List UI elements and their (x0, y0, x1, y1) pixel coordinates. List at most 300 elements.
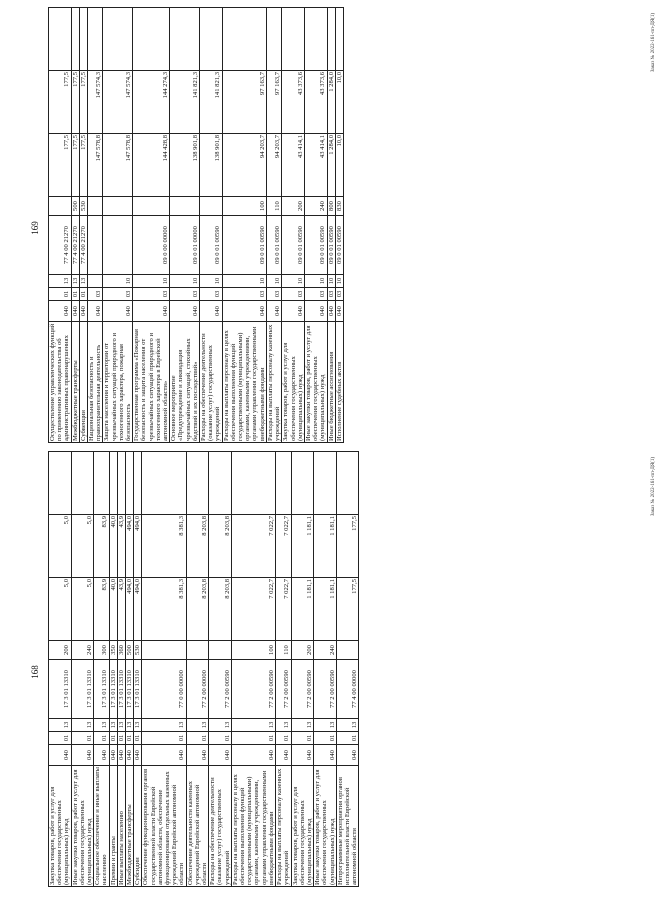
cell-rz: 01 (49, 732, 72, 745)
cell-pr: 13 (134, 719, 142, 732)
cell-pr: 13 (186, 719, 209, 732)
cell-cs: 09 0 01 00590 (266, 216, 281, 275)
cell-pr: 13 (276, 719, 291, 732)
cell-rz: 01 (186, 732, 209, 745)
cell-rz: 03 (327, 288, 335, 301)
budget-table (48, 7, 344, 443)
cell-gmin: 040 (291, 745, 314, 766)
cell-cs: 09 0 01 00590 (282, 216, 305, 275)
budget-table-body (49, 452, 359, 887)
table-row (266, 8, 281, 443)
cell-gmin: 040 (209, 745, 232, 766)
cell-gmin: 040 (200, 301, 223, 322)
cell-cs: 77 2 00 00000 (186, 660, 209, 719)
cell-s2: 494,0 (126, 515, 134, 578)
cell-s1: 8 203,8 (209, 578, 232, 641)
cell-name: Закупка товаров, работ и услуг для обеспечения государственных (муниципальных) нужд (282, 322, 305, 443)
cell-pr: 13 (142, 719, 186, 732)
table-row (170, 8, 200, 443)
cell-gmin: 040 (71, 301, 79, 322)
cell-s3 (126, 452, 134, 515)
table-row (49, 8, 72, 443)
cell-s1: 10,0 (335, 134, 343, 197)
cell-name: Расходы на выплаты персоналу в целях обеспечения выполнения функций государственными (муниципальными) органами, казенными учреждениями, органами управления государственными внебюджетными фондами (231, 766, 275, 887)
cell-vr: 200 (282, 197, 305, 216)
cell-pr: 13 (209, 719, 232, 732)
cell-rz: 03 (88, 288, 103, 301)
cell-gmin: 040 (336, 745, 359, 766)
cell-s3 (134, 452, 142, 515)
cell-pr: 13 (117, 719, 125, 732)
cell-name: Иные закупки товаров, работ и услуг для обеспечения государственных (муниципальных) нужд (71, 766, 94, 887)
cell-s2: 97 163,7 (222, 71, 266, 134)
cell-gmin: 040 (231, 745, 275, 766)
cell-name: Национальная безопасность и правоохранительная деятельность (88, 322, 103, 443)
cell-rz: 01 (94, 732, 109, 745)
cell-vr: 500 (126, 641, 134, 660)
cell-name: Расходы на обеспечение деятельности (оказание услуг) государственных учреждений (209, 766, 232, 887)
cell-name: Исполнение судебных актов (335, 322, 343, 443)
cell-rz: 03 (304, 288, 327, 301)
cell-s1: 138 901,8 (170, 134, 200, 197)
cell-vr (142, 641, 186, 660)
cell-rz: 03 (200, 288, 223, 301)
cell-s2: 177,5 (79, 71, 87, 134)
cell-s2: 43 373,6 (282, 71, 305, 134)
cell-name: Межбюджетные трансферты (126, 766, 134, 887)
cell-s3 (117, 452, 125, 515)
cell-s3 (79, 8, 87, 71)
cell-s1: 8 381,3 (142, 578, 186, 641)
cell-name: Закупка товаров, работ и услуг для обеспечения государственных (муниципальных) нужд (49, 766, 72, 887)
cell-vr: 240 (71, 641, 94, 660)
cell-vr (88, 197, 103, 216)
cell-vr (186, 641, 209, 660)
cell-pr (88, 275, 103, 288)
cell-s3 (109, 452, 117, 515)
table-row (336, 452, 359, 887)
cell-gmin: 040 (79, 301, 87, 322)
cell-gmin: 040 (314, 745, 337, 766)
cell-s3 (304, 8, 327, 71)
cell-gmin: 040 (94, 745, 109, 766)
table-row (276, 452, 291, 887)
cell-name: Субсидии (134, 766, 142, 887)
cell-s2: 8 203,8 (209, 515, 232, 578)
cell-pr: 13 (291, 719, 314, 732)
table-row (79, 8, 87, 443)
cell-cs: 77 2 00 00590 (276, 660, 291, 719)
cell-s1: 7 022,7 (276, 578, 291, 641)
cell-s1: 43 414,1 (282, 134, 305, 197)
cell-gmin: 040 (282, 301, 305, 322)
cell-gmin: 040 (88, 301, 103, 322)
table-row (335, 8, 343, 443)
cell-s2: 97 163,7 (266, 71, 281, 134)
cell-vr: 240 (314, 641, 337, 660)
cell-rz: 01 (109, 732, 117, 745)
cell-s3 (276, 452, 291, 515)
cell-name: Субвенции (79, 322, 87, 443)
cell-rz: 01 (209, 732, 232, 745)
cell-name: Непрограммные мероприятия органов исполнительной власти Еврейской автономной области (336, 766, 359, 887)
cell-pr: 10 (266, 275, 281, 288)
cell-vr: 200 (291, 641, 314, 660)
cell-gmin: 040 (133, 301, 170, 322)
cell-pr: 10 (170, 275, 200, 288)
cell-s1: 1 181,1 (291, 578, 314, 641)
cell-cs: 17 3 01 13310 (134, 660, 142, 719)
cell-name: Основное мероприятие «Предупреждение и ликвидация чрезвычайных ситуаций, стихийных бедствий и их последствий» (170, 322, 200, 443)
cell-vr (336, 641, 359, 660)
cell-s2: 177,5 (336, 515, 359, 578)
cell-s3 (49, 452, 72, 515)
cell-pr: 13 (49, 275, 72, 288)
cell-cs: 17 3 01 13310 (117, 660, 125, 719)
cell-s2: 43,9 (117, 515, 125, 578)
cell-vr: 530 (134, 641, 142, 660)
cell-name: Иные бюджетные ассигнования (327, 322, 335, 443)
cell-gmin: 040 (142, 745, 186, 766)
cell-rz: 03 (266, 288, 281, 301)
cell-rz: 01 (71, 732, 94, 745)
cell-s3 (266, 8, 281, 71)
cell-s1: 40,0 (109, 578, 117, 641)
cell-name: Расходы на выплаты персоналу казенных учреждений (276, 766, 291, 887)
cell-s2: 7 022,7 (276, 515, 291, 578)
cell-s1: 147 578,8 (103, 134, 133, 197)
cell-s1: 1 181,1 (314, 578, 337, 641)
cell-gmin: 040 (49, 745, 72, 766)
cell-vr (170, 197, 200, 216)
cell-gmin: 040 (134, 745, 142, 766)
cell-vr: 110 (266, 197, 281, 216)
cell-s3 (200, 8, 223, 71)
table-row (327, 8, 335, 443)
budget-table-body (49, 8, 344, 443)
table-row (186, 452, 209, 887)
cell-cs: 77 4 00 21270 (71, 216, 79, 275)
table-row (231, 452, 275, 887)
cell-s1: 94 203,7 (266, 134, 281, 197)
cell-s3 (88, 8, 103, 71)
cell-pr: 13 (71, 275, 79, 288)
cell-s2: 7 022,7 (231, 515, 275, 578)
cell-rz: 03 (133, 288, 170, 301)
cell-pr: 13 (126, 719, 134, 732)
table-row (209, 452, 232, 887)
cell-s2: 40,0 (109, 515, 117, 578)
cell-s1: 177,5 (49, 134, 72, 197)
print-order-mark: Заказ № 2022-161-пп-ДЯ(1) (651, 457, 656, 516)
cell-gmin: 040 (103, 301, 133, 322)
table-row (71, 452, 94, 887)
cell-gmin: 040 (126, 745, 134, 766)
cell-vr: 500 (71, 197, 79, 216)
cell-vr: 100 (222, 197, 266, 216)
cell-cs: 17 3 01 13310 (94, 660, 109, 719)
cell-cs: 09 0 01 00590 (200, 216, 223, 275)
cell-gmin: 040 (335, 301, 343, 322)
cell-name: Защита населения и территории от чрезвычайных ситуаций природного и техногенного характера, пожарная безопасность (103, 322, 133, 443)
cell-cs: 77 0 00 00000 (142, 660, 186, 719)
cell-s3 (103, 8, 133, 71)
cell-vr: 100 (231, 641, 275, 660)
cell-rz: 01 (336, 732, 359, 745)
cell-cs: 77 2 00 00590 (314, 660, 337, 719)
cell-name: Обеспечение функционирования органов государственной власти Еврейской автономной области, обеспечение функционирования отдельных казенных учреждений Еврейской автономной области (142, 766, 186, 887)
cell-name: Расходы на обеспечение деятельности (оказание услуг) государственных учреждений (200, 322, 223, 443)
table-row (291, 452, 314, 887)
cell-pr: 10 (222, 275, 266, 288)
cell-s3 (142, 452, 186, 515)
cell-name: Премии и гранты (109, 766, 117, 887)
cell-s1: 144 428,8 (133, 134, 170, 197)
cell-gmin: 040 (186, 745, 209, 766)
cell-pr: 10 (103, 275, 133, 288)
cell-s3 (94, 452, 109, 515)
cell-cs: 77 4 00 00000 (336, 660, 359, 719)
cell-vr: 360 (117, 641, 125, 660)
cell-name: Расходы на выплаты персоналу казенных учреждений (266, 322, 281, 443)
cell-rz: 01 (71, 288, 79, 301)
cell-vr (103, 197, 133, 216)
cell-name: Обеспечение деятельности казенных учреждений Еврейской автономной области (186, 766, 209, 887)
cell-cs: 77 2 00 00590 (209, 660, 232, 719)
cell-name: Иные закупки товаров, работ и услуг для обеспечения государственных (муниципальных) нужд (314, 766, 337, 887)
cell-gmin: 040 (304, 301, 327, 322)
cell-cs: 17 3 01 13310 (71, 660, 94, 719)
cell-pr: 13 (49, 719, 72, 732)
table-row (142, 452, 186, 887)
cell-s3 (71, 8, 79, 71)
cell-vr (200, 197, 223, 216)
cell-s1: 494,0 (134, 578, 142, 641)
cell-s2: 141 821,3 (200, 71, 223, 134)
table-row (88, 8, 103, 443)
cell-vr: 800 (327, 197, 335, 216)
cell-vr: 350 (109, 641, 117, 660)
cell-rz: 03 (222, 288, 266, 301)
table-row (103, 8, 133, 443)
cell-vr: 530 (79, 197, 87, 216)
cell-rz: 01 (291, 732, 314, 745)
cell-name: Закупка товаров, работ и услуг для обеспечения государственных (муниципальных) нужд (291, 766, 314, 887)
cell-s1: 177,5 (336, 578, 359, 641)
cell-cs: 77 2 00 00590 (231, 660, 275, 719)
cell-gmin: 040 (327, 301, 335, 322)
cell-gmin: 040 (266, 301, 281, 322)
cell-s3 (335, 8, 343, 71)
cell-s1: 147 578,8 (88, 134, 103, 197)
cell-s1: 5,0 (71, 578, 94, 641)
cell-s2: 1 284,0 (327, 71, 335, 134)
budget-table (48, 451, 359, 887)
cell-vr (49, 197, 72, 216)
cell-s3 (170, 8, 200, 71)
cell-vr: 240 (304, 197, 327, 216)
cell-gmin: 040 (170, 301, 200, 322)
cell-s2: 10,0 (335, 71, 343, 134)
cell-s2: 43 373,6 (304, 71, 327, 134)
cell-cs: 17 3 01 13310 (126, 660, 134, 719)
page-number: 169 (30, 221, 40, 235)
cell-vr: 200 (49, 641, 72, 660)
table-row (133, 8, 170, 443)
cell-name: Осуществление управленческих функций по применению законодательства об административных правонарушениях (49, 322, 72, 443)
table-row (126, 452, 134, 887)
cell-name: Иные закупки товаров, работ и услуг для обеспечения государственных (муниципальных) нужд (304, 322, 327, 443)
left-page (30, 457, 656, 887)
cell-vr (209, 641, 232, 660)
cell-s2: 5,0 (49, 515, 72, 578)
cell-vr: 830 (335, 197, 343, 216)
cell-pr: 10 (200, 275, 223, 288)
cell-pr: 10 (327, 275, 335, 288)
cell-pr: 13 (231, 719, 275, 732)
right-page (30, 13, 656, 443)
cell-rz: 03 (103, 288, 133, 301)
cell-cs: 09 0 01 00000 (170, 216, 200, 275)
table-row (314, 452, 337, 887)
cell-s2: 144 274,3 (133, 71, 170, 134)
cell-rz: 01 (142, 732, 186, 745)
cell-s2: 5,0 (71, 515, 94, 578)
cell-pr: 13 (71, 719, 94, 732)
cell-s3 (71, 452, 94, 515)
cell-s2: 141 821,3 (170, 71, 200, 134)
cell-pr: 13 (109, 719, 117, 732)
cell-name: Иные выплаты населению (117, 766, 125, 887)
cell-cs: 17 3 01 13310 (109, 660, 117, 719)
cell-rz: 01 (134, 732, 142, 745)
cell-rz: 01 (126, 732, 134, 745)
table-row (304, 8, 327, 443)
table-row (134, 452, 142, 887)
cell-cs (103, 216, 133, 275)
cell-cs: 09 0 00 00000 (133, 216, 170, 275)
cell-s3 (133, 8, 170, 71)
cell-vr: 300 (94, 641, 109, 660)
cell-rz: 01 (231, 732, 275, 745)
print-order-mark: Заказ № 2022-161-пп-ДЯ(1) (651, 13, 656, 72)
cell-s3 (49, 8, 72, 71)
cell-rz: 01 (276, 732, 291, 745)
cell-s3 (314, 452, 337, 515)
cell-pr: 13 (94, 719, 109, 732)
cell-s1: 138 901,8 (200, 134, 223, 197)
cell-s1: 43,9 (117, 578, 125, 641)
cell-s1: 94 203,7 (222, 134, 266, 197)
cell-cs: 77 2 00 00590 (291, 660, 314, 719)
cell-s2: 177,5 (71, 71, 79, 134)
table-row (49, 452, 72, 887)
table-row (71, 8, 79, 443)
table-row (282, 8, 305, 443)
cell-name: Социальное обеспечение и иные выплаты населению (94, 767, 109, 885)
cell-gmin: 040 (276, 745, 291, 766)
cell-rz: 01 (314, 732, 337, 745)
cell-s2: 147 574,3 (103, 71, 133, 134)
cell-vr (133, 197, 170, 216)
cell-gmin: 040 (109, 745, 117, 766)
table-row (109, 452, 117, 887)
cell-cs (88, 216, 103, 275)
cell-rz: 03 (170, 288, 200, 301)
cell-s2: 1 181,1 (291, 515, 314, 578)
cell-rz: 03 (282, 288, 305, 301)
cell-name: Расходы на выплаты персоналу в целях обеспечения выполнения функций государственными (муниципальными) органами, казенными учреждениями, органами управления государственными внебюджетными фондами (222, 322, 266, 443)
cell-rz: 01 (117, 732, 125, 745)
cell-pr: 10 (304, 275, 327, 288)
cell-s1: 7 022,7 (231, 578, 275, 641)
table-row (117, 452, 125, 887)
cell-name: Государственная программа «Пожарная безопасность и защита населения от чрезвычайных ситуаций природного и техногенного характера в Еврейской автономной области» (133, 322, 170, 443)
cell-rz: 01 (79, 288, 87, 301)
cell-gmin: 040 (49, 301, 72, 322)
cell-s3 (209, 452, 232, 515)
cell-vr: 110 (276, 641, 291, 660)
cell-pr: 13 (336, 719, 359, 732)
cell-cs: 77 4 00 21270 (49, 216, 72, 275)
cell-gmin: 040 (117, 745, 125, 766)
cell-rz: 01 (49, 288, 72, 301)
cell-gmin: 040 (222, 301, 266, 322)
cell-s2: 147 574,3 (88, 71, 103, 134)
cell-s2: 177,5 (49, 71, 72, 134)
cell-s3 (222, 8, 266, 71)
table-row (200, 8, 223, 443)
cell-s1: 5,0 (49, 578, 72, 641)
cell-s1: 177,5 (71, 134, 79, 197)
cell-s1: 8 203,8 (186, 578, 209, 641)
cell-s1: 177,5 (79, 134, 87, 197)
cell-s2: 494,0 (134, 515, 142, 578)
cell-name: Межбюджетные трансферты (71, 322, 79, 443)
cell-s3 (231, 452, 275, 515)
cell-cs: 77 4 00 21270 (79, 216, 87, 275)
cell-s1: 1 284,0 (327, 134, 335, 197)
cell-s2: 1 181,1 (314, 515, 337, 578)
cell-s3 (186, 452, 209, 515)
cell-s1: 83,9 (94, 578, 109, 641)
cell-s2: 83,9 (94, 515, 109, 578)
cell-cs: 09 0 01 00590 (222, 216, 266, 275)
cell-s2: 8 203,8 (186, 515, 209, 578)
cell-s2: 8 381,3 (142, 515, 186, 578)
table-row (222, 8, 266, 443)
cell-s1: 494,0 (126, 578, 134, 641)
cell-s1: 43 414,1 (304, 134, 327, 197)
page-number: 168 (30, 665, 40, 679)
cell-cs: 17 3 01 13310 (49, 660, 72, 719)
cell-cs: 09 0 01 00590 (304, 216, 327, 275)
cell-s3 (336, 452, 359, 515)
cell-s3 (291, 452, 314, 515)
cell-pr: 10 (335, 275, 343, 288)
table-row (94, 452, 109, 887)
cell-cs: 09 0 01 00590 (327, 216, 335, 275)
cell-cs: 09 0 01 00590 (335, 216, 343, 275)
cell-pr: 10 (133, 275, 170, 288)
cell-gmin: 040 (71, 745, 94, 766)
cell-rz: 03 (335, 288, 343, 301)
cell-s3 (327, 8, 335, 71)
cell-pr: 10 (282, 275, 305, 288)
cell-s3 (282, 8, 305, 71)
cell-pr: 13 (79, 275, 87, 288)
cell-pr: 13 (314, 719, 337, 732)
